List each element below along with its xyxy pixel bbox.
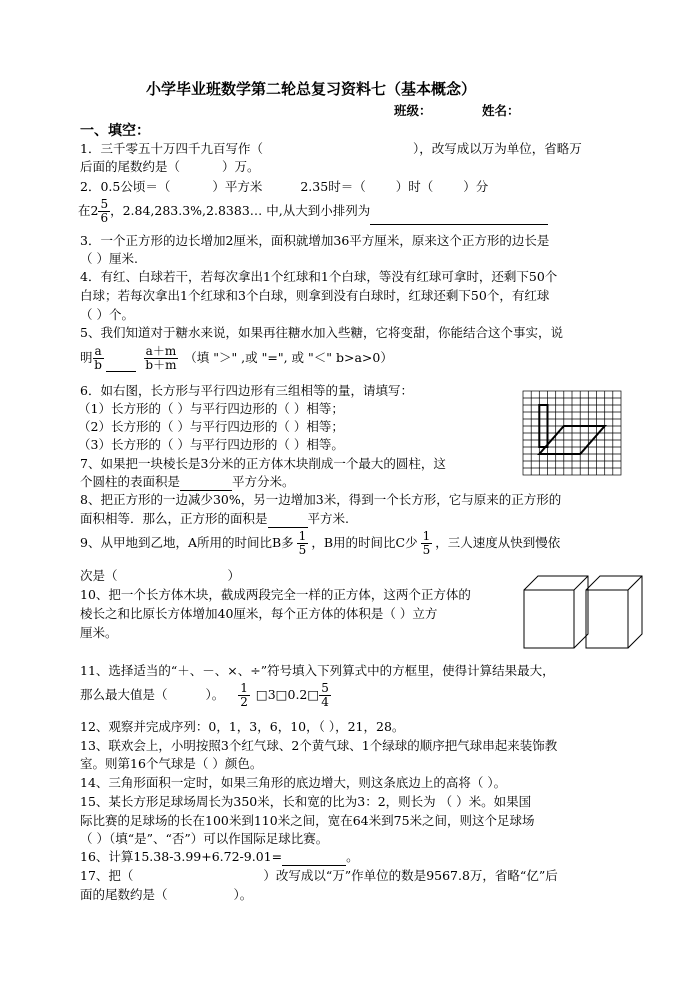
page-title: 小学毕业班数学第二轮总复习资料七（基本概念） (146, 80, 477, 98)
q9-text-a: 9、从甲地到乙地，A所用的时间比B多 (80, 535, 294, 550)
question-15-line3: （ ）（填“是”、“否”）可以作国际足球比赛。 (80, 831, 329, 846)
frac-num: 1 (298, 529, 307, 543)
two-cubes-figure (522, 574, 644, 654)
q1-text-b: ），改写成以万为单位，省略万 (412, 141, 582, 156)
question-1 (80, 140, 582, 158)
question-1-line2 (80, 158, 260, 176)
question-10-line3: 厘米。 (80, 625, 118, 640)
question-9-line2 (80, 567, 240, 585)
question-3-line2: （ ）厘米. (80, 251, 138, 266)
frac-num: a＋m (145, 344, 177, 358)
question-13-line2: 室。则第16个气球是（ ）颜色。 (80, 756, 263, 771)
q11-text-c: ）。 (205, 687, 225, 702)
frac-den: 5 (298, 543, 307, 557)
q11-expression: □3□0.2□ (255, 687, 320, 702)
frac-den: b＋m (145, 358, 177, 372)
q2-text-b: ）平方米 (212, 179, 263, 194)
class-label: 班级： (394, 103, 432, 118)
fraction-1-5 (297, 530, 309, 557)
answer-blank[interactable] (370, 212, 548, 225)
q2b-post: ，2.84,283.3%,2.8383… 中,从大到小排列为 (110, 203, 371, 218)
question-6-row3: （3）长方形的（ ）与平行四边形的（ ）相等。 (78, 437, 344, 452)
question-4-line2: 白球；若每次拿出1个红球和3个白球，则拿到没有白球时，红球还剩下50个，有红球 (80, 288, 550, 303)
q11-text-b: 那么最大值是（ (80, 687, 168, 702)
grid-figure (522, 390, 622, 476)
question-6-row1: （1）长方形的（ ）与平行四边形的（ ）相等； (78, 401, 344, 416)
question-7-line2 (80, 473, 295, 491)
frac-num: 5 (321, 681, 329, 695)
q5-post: （填 "＞" ,或 "=", 或 "＜" b>a>0） (184, 350, 393, 365)
q2b-pre: 在2 (78, 203, 99, 218)
frac-num: 1 (422, 529, 431, 543)
question-16 (80, 848, 359, 866)
q17-text-d: ）。 (233, 887, 253, 902)
question-4-line3: （ ）个。 (80, 307, 134, 322)
q2-text-a: 2．0.5公顷＝（ (80, 179, 171, 194)
section-heading: 一、填空： (80, 123, 150, 139)
fraction-1-2 (238, 682, 250, 709)
question-2b (78, 198, 548, 225)
q9-text-b: ，B用的时间比C少 (311, 535, 418, 550)
q5-pre: 明 (80, 350, 93, 365)
q8-text-c: 平方米. (307, 511, 349, 526)
q17-text-a: 17、把（ (80, 868, 134, 883)
question-15-line2: 际比赛的足球场的长在100米到110米之间，宽在64米到75米之间，则这个足球场 (80, 813, 535, 828)
q7-text-c: 平方分米。 (232, 474, 295, 489)
frac-den: 6 (100, 211, 109, 225)
question-12: 12、观察并完成序列：0，1，3，6，10，（ ），21，28。 (80, 719, 405, 734)
question-6-row2: （2）长方形的（ ）与平行四边形的（ ）相等； (78, 419, 344, 434)
question-15: 15、某长方形足球场周长为350米，长和宽的比为3：2，则长为 （ ）米。如果国 (80, 794, 532, 809)
q9-text-d: 次是（ (80, 568, 118, 583)
q17-text-b: ）改写成以“万”作单位的数是9567.8万，省略“亿”后 (263, 868, 558, 883)
question-8-line2 (80, 510, 349, 528)
question-13: 13、联欢会上，小明按照3个红气球、2个黄气球、1个绿球的顺序把气球串起来装饰教 (80, 738, 558, 753)
frac-den: 5 (422, 543, 431, 557)
q1-text-a: 1．三千零五十万四千九百写作（ (80, 141, 263, 156)
fraction-am-bm (144, 345, 179, 372)
fraction-5-6 (98, 198, 110, 225)
compare-blank[interactable] (106, 361, 136, 372)
frac-num: 5 (100, 197, 109, 211)
question-8: 8、把正方形的一边减少30%，另一边增加3米，得到一个长方形，它与原来的正方形的 (80, 492, 562, 507)
answer-blank[interactable] (268, 514, 308, 528)
question-3: 3．一个正方形的边长增加2厘米，面积就增加36平方厘米，原来这个正方形的边长是 (80, 233, 550, 248)
q1-text-d: ）万。 (222, 159, 260, 174)
fraction-a-b (93, 345, 104, 372)
question-7: 7、如果把一块棱长是3分米的正方体木块削成一个最大的圆柱，这 (80, 456, 446, 471)
q2-text-c: 2.35时＝（ (300, 179, 366, 194)
q2-text-e: ）分 (463, 179, 489, 194)
q9-text-e: ） (227, 568, 241, 583)
question-10-line2: 棱长之和比原长方体增加40厘米，每个正方体的体积是（ ）立方 (80, 606, 438, 621)
question-9 (80, 530, 560, 557)
name-label: 姓名： (482, 103, 520, 118)
q1-text-c: 后面的尾数约是（ (80, 159, 181, 174)
q9-text-c: ，三人速度从快到慢依 (435, 535, 561, 550)
question-14: 14、三角形面积一定时，如果三角形的底边增大，则这条底边上的高将（ ）。 (80, 775, 507, 790)
question-17-line2 (80, 886, 252, 904)
q17-text-c: 面的尾数约是（ (80, 887, 168, 902)
question-17 (80, 867, 558, 885)
answer-blank[interactable] (180, 477, 232, 491)
question-11: 11、选择适当的“＋、－、×、÷”符号填入下列算式中的方框里，使得计算结果最大， (80, 663, 555, 678)
frac-num: 1 (240, 681, 248, 695)
frac-num: a (94, 344, 102, 358)
q8-text-b: 面积相等．那么，正方形的面积是 (80, 511, 268, 526)
question-10: 10、把一个长方体木块，截成两段完全一样的正方体，这两个正方体的 (80, 587, 471, 602)
question-11-line2 (80, 682, 331, 709)
question-6: 6．如右图，长方形与平行四边形有三组相等的量，请填写： (80, 383, 413, 398)
fraction-5-4 (319, 682, 331, 709)
question-5-line2 (80, 345, 393, 372)
q16-text-a: 16、计算15.38-3.99+6.72-9.01= (80, 849, 283, 864)
q7-text-b: 个圆柱的表面积是 (80, 474, 181, 489)
answer-blank[interactable] (282, 852, 346, 866)
frac-den: b (94, 358, 102, 372)
frac-den: 4 (321, 695, 329, 709)
question-4: 4．有红、白球若干，若每次拿出1个红球和1个白球，等没有红球可拿时，还剩下50个 (80, 269, 558, 284)
question-5: 5、我们知道对于糖水来说，如果再往糖水加入些糖，它将变甜，你能结合这个事实，说 (80, 325, 563, 340)
question-2 (80, 178, 488, 196)
fraction-1-5 (421, 530, 433, 557)
frac-den: 2 (240, 695, 248, 709)
q16-text-b: 。 (346, 849, 359, 864)
q2-text-d: ）时（ (395, 179, 434, 194)
